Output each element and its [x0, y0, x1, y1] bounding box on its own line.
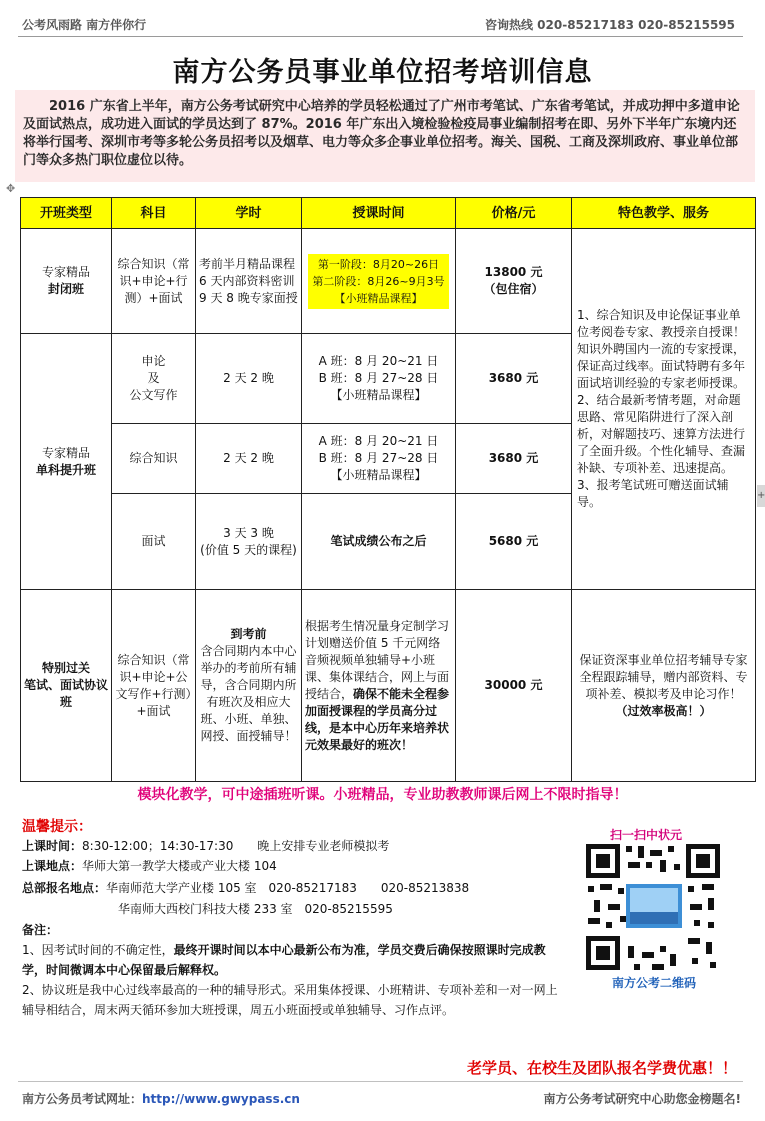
header-hours: 学时	[196, 198, 302, 229]
row3-time	[302, 424, 456, 494]
table-row	[21, 229, 756, 334]
row4-subject: 面试	[112, 494, 196, 590]
header-feature: 特色教学、服务	[572, 198, 756, 229]
row4-hours-1: 3 天 3 晚	[223, 525, 274, 540]
row1-hours-1: 考前半月精品课程	[199, 256, 296, 271]
note-1-a: 1、因考试时间的不确定性，	[22, 943, 174, 957]
row1-type-line2: 封闭班	[47, 282, 84, 296]
row1-hours	[196, 229, 302, 334]
row4-price: 5680 元	[456, 494, 572, 590]
row3-subject: 综合知识	[112, 424, 196, 494]
row5-price: 30000 元	[456, 590, 572, 782]
header-slogan: 公考风雨路 南方伴你行	[22, 18, 147, 32]
row1-time-1: 第一阶段：8月20~26日	[317, 257, 440, 271]
promo-text: 老学员、在校生及团队报名学费优惠！！	[466, 1059, 737, 1077]
row2-type	[21, 334, 112, 590]
class-place-value: 华师大第一教学大楼或产业大楼 104	[82, 859, 277, 873]
row2-subject-2: 及	[147, 371, 160, 385]
table-row	[21, 590, 756, 782]
row1-type	[21, 229, 112, 334]
header-divider	[18, 36, 743, 37]
expand-handle-icon[interactable]: +	[757, 485, 765, 507]
row1-type-line1: 专家精品	[41, 265, 90, 279]
row2-subject	[112, 334, 196, 424]
row4-hours-2: (价值 5 天的课程)	[200, 542, 297, 557]
row5-hours-1: 到考前	[230, 627, 267, 641]
row1-price	[456, 229, 572, 334]
header-price: 价格/元	[456, 198, 572, 229]
row1-time-2: 第二阶段：8月26~9月3号	[312, 274, 445, 288]
notes	[22, 920, 567, 1020]
row2-subject-1: 申论	[141, 354, 166, 368]
row2-time-note: 【小班精品课程】	[330, 388, 427, 402]
note-1	[22, 940, 567, 980]
qr-caption-bottom: 南方公考二维码	[612, 976, 697, 990]
table-header-row	[21, 198, 756, 229]
footer-website	[22, 1090, 300, 1107]
row3-time-b: B 班：8 月 27~28 日	[318, 451, 439, 465]
class-time-label: 上课时间：	[22, 839, 83, 853]
footer-wish: 南方公务考试研究中心助您金榜题名!	[543, 1092, 741, 1106]
feature-cell: 1、综合知识及申论保证事业单位考阅卷专家、教授亲自授课！知识外聘国内一流的专家授课，保证高过线率。面试特聘有多年面试培训经验的专家老师授课。2、结合最新考情考题，对命题思路、常见陷阱进行了深入剖析，对解题技巧、速算方法进行了全面升级。个性化辅导、查漏补缺、专项补差、迅速提高。3、报考笔试班可赠送面试辅导。	[572, 229, 756, 590]
registration-place-2: 华南师大西校门科技大楼 233 室 020-85215595	[118, 902, 393, 916]
footer-website-link[interactable]: http://www.gwypass.cn	[142, 1092, 300, 1106]
row1-time-highlight	[308, 254, 448, 309]
row2-type-line2: 单科提升班	[35, 462, 96, 477]
footer-divider	[18, 1081, 743, 1082]
row5-feature-1: 保证资深事业单位招考辅导专家全程跟踪辅导，赠内部资料、专项补差、模拟考及申论习作！	[579, 652, 748, 701]
footer-website-label: 南方公务员考试网址：	[22, 1092, 143, 1106]
row3-hours: 2 天 2 晚	[196, 424, 302, 494]
row3-price: 3680 元	[456, 424, 572, 494]
header-hotline: 咨询热线 020-85217183 020-85215595	[484, 18, 735, 32]
registration-place	[22, 878, 469, 898]
row5-hours	[196, 590, 302, 782]
row5-type-line2: 笔试、面试协议班	[24, 678, 109, 709]
class-place	[22, 856, 277, 876]
row1-hours-2: 6 天内部资料密训	[199, 273, 295, 288]
class-time	[22, 836, 389, 856]
header-class-type: 开班类型	[21, 198, 112, 229]
row1-price-value: 13800 元	[484, 265, 543, 279]
qr-caption-top: 扫一扫中状元	[610, 828, 683, 842]
row3-time-a: A 班：8 月 20~21 日	[318, 434, 439, 448]
class-time-value: 8:30-12:00；14:30-17:30 晚上安排专业老师模拟考	[82, 839, 390, 853]
row5-subject: 综合知识（常识+申论+公文写作+行测）+面试	[112, 590, 196, 782]
row2-hours: 2 天 2 晚	[196, 334, 302, 424]
row2-time	[302, 334, 456, 424]
class-place-label: 上课地点：	[22, 859, 83, 873]
row2-price: 3680 元	[456, 334, 572, 424]
notes-title: 备注：	[22, 923, 59, 937]
intro-paragraph: 2016 广东省上半年，南方公务考试研究中心培养的学员轻松通过了广州市考笔试、广东省考笔试，并成功押中多道申论及面试热点，成功进入面试的学员达到了 87%。2016 年广东出入境检验检疫局事业编制招考在即、另外下半年广东境内还将举行国考、深圳市考等多轮公务员招考以及烟草、电力等众多企事业单位招考。海关、国税、工商及深圳政府、事业单位部门等众多热门职位虚位以待。	[15, 90, 755, 182]
row5-type-line1: 特别过关	[41, 661, 90, 675]
row5-time-1: 根据考生情况量身定制学习计划赠送价值 5 千元网络音频视频单独辅导+小班课、集体课结合，网上与面授结合，	[305, 618, 450, 701]
note-2: 2、协议班是我中心过线率最高的一种的辅导形式。采用集体授课、小班精讲、专项补差和一对一网上辅导相结合，周末两天循环参加大班授课，周五小班面授或单独辅导、习作点评。	[22, 983, 558, 1017]
row1-price-note: （包住宿）	[483, 282, 544, 296]
row1-time	[302, 229, 456, 334]
row4-time: 笔试成绩公布之后	[302, 494, 456, 590]
row5-type	[21, 590, 112, 782]
note-1-b: 最终开课时间以本中心最新公布为准，学员交费后确保按照课时完成教学，时间微调本中心保留最后解释权。	[22, 943, 546, 977]
row5-feature	[572, 590, 756, 782]
header-subject: 科目	[112, 198, 196, 229]
row4-hours	[196, 494, 302, 590]
move-handle-icon[interactable]: ✥	[6, 182, 16, 195]
row1-time-3: 【小班精品课程】	[334, 291, 423, 305]
row2-type-line1: 专家精品	[41, 445, 90, 460]
row2-time-b: B 班：8 月 27~28 日	[318, 371, 439, 385]
registration-label: 总部报名地点：	[22, 881, 107, 895]
slogan: 模块化教学，可中途插班听课。小班精品，专业助教教师课后网上不限时指导！	[137, 787, 628, 803]
row2-time-a: A 班：8 月 20~21 日	[318, 354, 439, 368]
page-title: 南方公务员事业单位招考培训信息	[172, 57, 593, 88]
row5-hours-2: 含合同期内本中心举办的考前所有辅导，含合同期内所有班次及相应大班、小班、单独、网授、面授辅导！	[200, 644, 297, 743]
row1-hours-3: 9 天 8 晚专家面授	[199, 290, 298, 305]
row3-time-note: 【小班精品课程】	[330, 468, 427, 482]
qr-code-icon	[584, 842, 722, 972]
row2-subject-3: 公文写作	[129, 388, 178, 402]
registration-value-1: 华南师范大学产业楼 105 室 020-85217183 020-85213838	[106, 881, 470, 895]
course-table	[20, 197, 756, 782]
row5-time	[302, 590, 456, 782]
row1-subject: 综合知识（常识+申论+行测）+面试	[112, 229, 196, 334]
row5-feature-2: （过效率极高！）	[615, 703, 712, 718]
row5-time-2: 确保不能未全程参加面授课程的学员高分过线，是本中心历年来培养状元效果最好的班次！	[305, 686, 450, 752]
tips-title: 温馨提示：	[22, 819, 92, 835]
header-time: 授课时间	[302, 198, 456, 229]
